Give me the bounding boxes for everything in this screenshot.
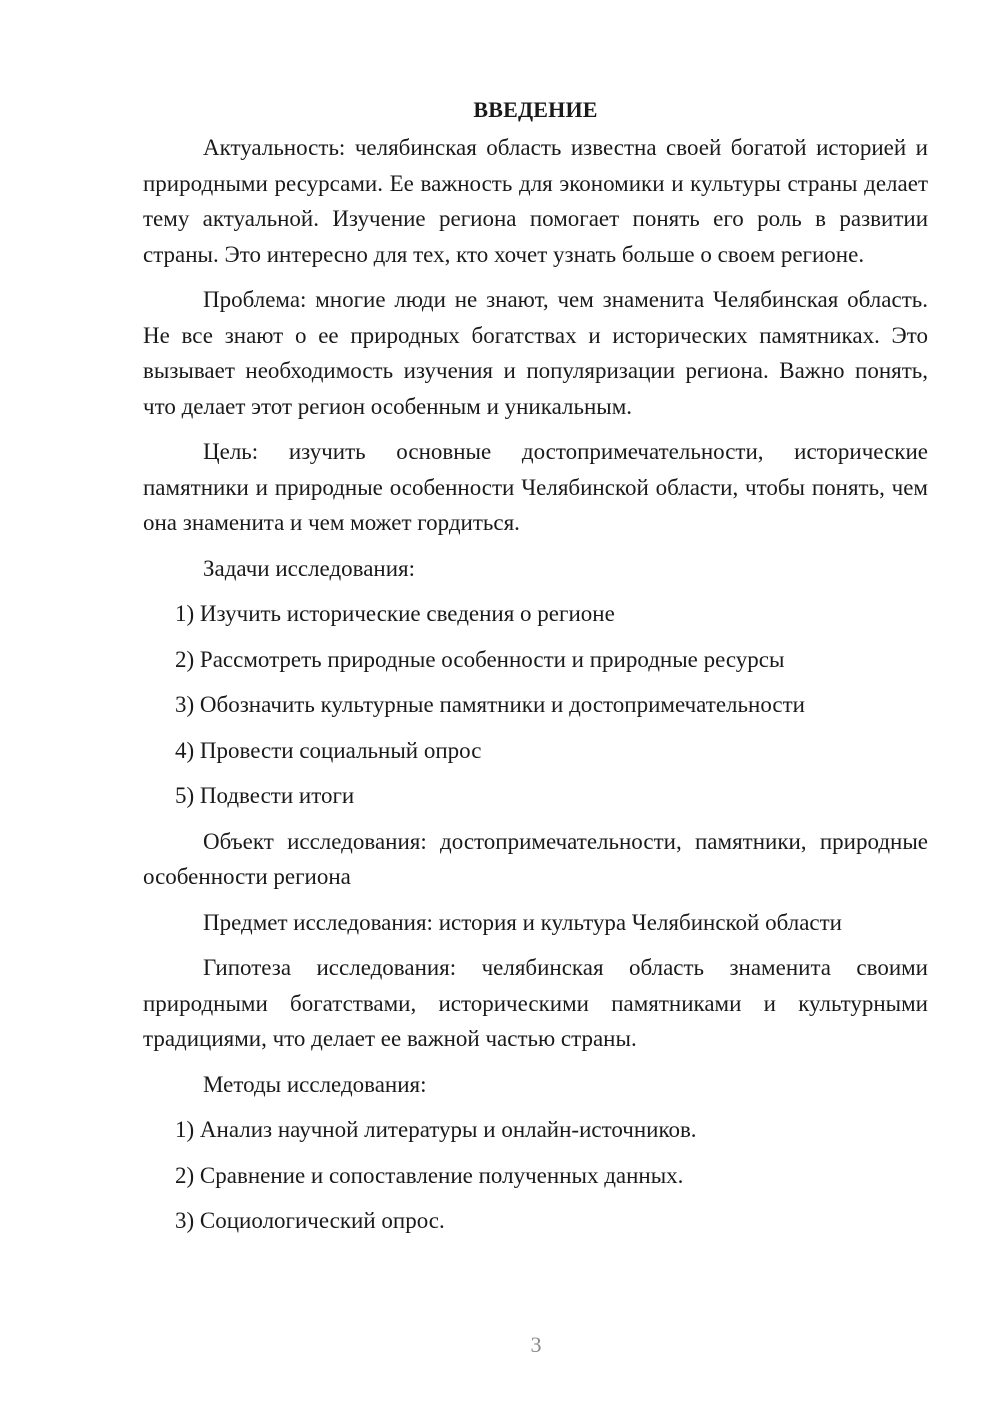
list-item: 2) Сравнение и сопоставление полученных данных. xyxy=(175,1162,684,1188)
tasks-list xyxy=(143,596,928,814)
page-number: 3 xyxy=(530,1332,542,1357)
page-title: ВВЕДЕНИЕ xyxy=(473,97,598,122)
list-item: 5) Подвести итоги xyxy=(175,783,355,808)
tasks-heading: Задачи исследования: xyxy=(203,555,416,581)
document-page xyxy=(143,92,928,1249)
subject-paragraph: Предмет исследования: история и культура Челябинской области xyxy=(203,909,842,935)
list-item: 3) Обозначить культурные памятники и достопримечательности xyxy=(175,692,805,717)
list-item: 3) Социологический опрос. xyxy=(175,1208,445,1233)
methods-list xyxy=(143,1112,928,1239)
list-item: 1) Изучить исторические сведения о регионе xyxy=(175,601,615,626)
object-paragraph: Объект исследования: достопримечательности, памятники, природные особенности региона xyxy=(143,828,928,889)
list-item: 1) Анализ научной литературы и онлайн-источников. xyxy=(175,1117,697,1142)
relevance-paragraph: Актуальность: челябинская область известна своей богатой историей и природными ресурсами. Ее важность для экономики и культуры страны делает тему актуальной. Изучение региона помогает понять его роль в развитии страны. Это интересно для тех, кто хочет узнать больше о своем регионе. xyxy=(143,135,928,267)
list-item: 2) Рассмотреть природные особенности и природные ресурсы xyxy=(175,646,785,672)
methods-heading: Методы исследования: xyxy=(203,1071,427,1097)
list-item: 4) Провести социальный опрос xyxy=(175,737,482,763)
goal-paragraph: Цель: изучить основные достопримечательности, исторические памятники и природные особенности Челябинской области, чтобы понять, чем она знаменита и чем может гордиться. xyxy=(143,439,928,535)
hypothesis-paragraph: Гипотеза исследования: челябинская область знаменита своими природными богатствами, историческими памятниками и культурными традициями, что делает ее важной частью страны. xyxy=(143,955,928,1051)
problem-paragraph: Проблема: многие люди не знают, чем знаменита Челябинская область. Не все знают о ее природных богатствах и исторических памятниках. Это вызывает необходимость изучения и популяризации региона. Важно понять, что делает этот регион особенным и уникальным. xyxy=(143,287,928,419)
